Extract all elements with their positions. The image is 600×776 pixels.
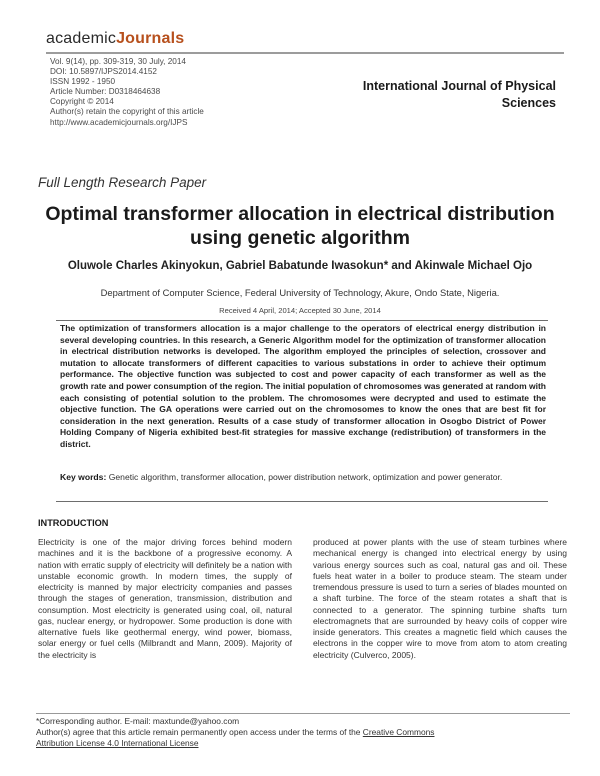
intro-column-right: produced at power plants with the use of steam turbines where mechanical energy is changed into electrical energy by using various energy sources such as coal, natural gas and oil. These fuels heat water in a boiler to produce steam. The steam under tremendous pressure is used to turn a series of blades mounted on a shaft turbine. The force of the steam rotates a shaft that is connected to a generator. The spinning turbine shafts turn electromagnets that are surrounded by heavy coils of copper wire inside generators. This creates a magnetic field which causes the electrons in the copper wire to move from atom to atom creating electricity (Culverco, 2005). bbox=[313, 537, 567, 660]
footer-rule bbox=[36, 713, 570, 714]
footer bbox=[36, 716, 576, 749]
keywords-text: Genetic algorithm, transformer allocation, power distribution network, optimization and power generator. bbox=[108, 472, 503, 482]
publisher-logo-suffix: Journals bbox=[116, 30, 185, 47]
article-meta bbox=[50, 57, 350, 128]
abstract-top-rule bbox=[56, 320, 548, 321]
paper-title: Optimal transformer allocation in electrical distribution using genetic algorithm bbox=[45, 203, 555, 249]
journal-name-line1: International Journal of Physical bbox=[362, 79, 556, 93]
keywords bbox=[60, 472, 546, 484]
paper-type: Full Length Research Paper bbox=[38, 175, 207, 190]
section-heading-introduction: INTRODUCTION bbox=[38, 518, 109, 528]
meta-article-number: Article Number: D0318464638 bbox=[50, 87, 161, 97]
journal-name bbox=[330, 78, 556, 112]
meta-issn: ISSN 1992 - 1950 bbox=[50, 77, 116, 87]
license-link-attribution[interactable]: Attribution License 4.0 International License bbox=[36, 738, 199, 748]
meta-url[interactable]: http://www.academicjournals.org/IJPS bbox=[50, 117, 188, 127]
intro-column-left: Electricity is one of the major driving forces behind modern machines and it is the backbone of a progressive economy. A nation with erratic supply of electricity will definitely be a nation with unstable economic growth. In modern times, the supply of electricity is manned by major electricity companies and passes through the stages of generation, transmission, distribution and consumption. Most electricity is generated using coal, oil, natural gas, nuclear energy, or hydropower. Some production is done with alternative fuels like geothermal energy, wind power, biomass, solar energy or fuel cells (Milbrandt and Mann, 2009). Majority of the electricity is bbox=[38, 537, 292, 660]
publisher-logo-prefix: academic bbox=[46, 30, 117, 47]
authors: Oluwole Charles Akinyokun, Gabriel Babatunde Iwasokun* and Akinwale Michael Ojo bbox=[67, 260, 533, 272]
meta-doi: DOI: 10.5897/IJPS2014.4152 bbox=[50, 67, 157, 77]
abstract: The optimization of transformers allocation is a major challenge to the operators of electrical energy distribution in several developing countries. In this research, a Generic Algorithm model for the optimization of transformer allocation in electrical distribution networks is developed. The algorithm employed the principles of selection, crossover and mutation to allocate transformers of different capacities to various substations in order to achieve their optimum performance. The objective function was subjected to cost and power capacity of each transformer as well as the growth rate and power consumption of the region. The initial population of chromosomes was generated at random with each consisting of potential solution to the problem. The chromosomes were decrypted and used to estimate the objective function. The GA operations were carried out on the chromosomes to know the ones that are best fit for consideration in the next generation. Results of a case study of transformer allocation in Osogbo District of Power Holding Company of Nigeria exhibited best-fit strategies for massive exchange (redistribution) of transformers in the district. bbox=[60, 323, 546, 449]
journal-name-line2: Sciences bbox=[501, 96, 556, 110]
meta-copyright: Copyright © 2014 bbox=[50, 97, 114, 107]
corresponding-author: *Corresponding author. E-mail: maxtunde@yahoo.com bbox=[36, 716, 240, 726]
license-link-creative-commons[interactable]: Creative Commons bbox=[362, 727, 435, 737]
license-text: Author(s) agree that this article remain permanently open access under the terms of the bbox=[36, 727, 363, 737]
keywords-label: Key words: bbox=[60, 472, 107, 482]
publisher-logo bbox=[46, 30, 184, 48]
license-note bbox=[36, 727, 576, 749]
meta-volume: Vol. 9(14), pp. 309-319, 30 July, 2014 bbox=[50, 57, 186, 66]
affiliation: Department of Computer Science, Federal University of Technology, Akure, Ondo State, Nigeria. bbox=[100, 287, 500, 298]
header-rule bbox=[46, 52, 564, 54]
abstract-bottom-rule bbox=[56, 501, 548, 502]
meta-rights: Author(s) retain the copyright of this article bbox=[50, 107, 204, 117]
received-dates: Received 4 April, 2014; Accepted 30 June, 2014 bbox=[219, 306, 381, 315]
